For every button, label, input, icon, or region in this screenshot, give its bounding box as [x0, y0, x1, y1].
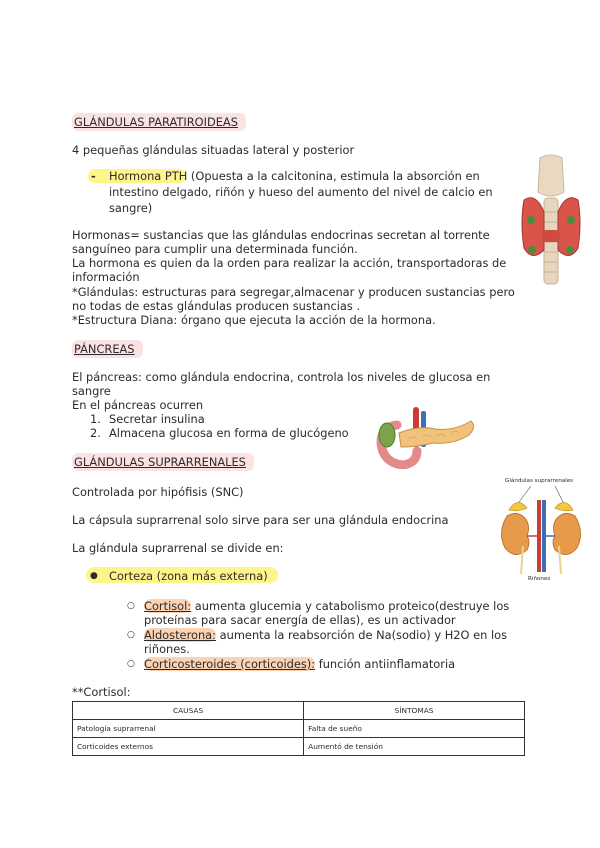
glandulas-line-1: *Glándulas: estructuras para segregar,almacenar y producen sustancias pero — [72, 285, 515, 299]
table-row — [73, 720, 525, 738]
hormonas-line-3: La hormona es quien da la orden para realizar la acción, transportadoras de — [72, 256, 507, 270]
aldosterona-line-2: riñones. — [144, 642, 190, 656]
corticosteroides-bullet: ○ — [127, 659, 135, 669]
figure-label-suprarrenales: Glándulas suprarrenales — [505, 478, 574, 484]
glandulas-line-2: no todas de estas glándulas producen sustancias . — [72, 299, 361, 313]
paratiroideas-intro: 4 pequeñas glándulas situadas lateral y posterior — [72, 143, 355, 157]
pancreas-item-2: Almacena glucosa en forma de glucógeno — [109, 426, 349, 440]
table-header-causas: CAUSAS — [73, 702, 304, 720]
corteza-bullet: ● — [90, 571, 98, 581]
corteza-text: Corteza (zona más externa) — [109, 569, 268, 583]
dash-bullet: - — [91, 169, 96, 183]
cortisol-bullet: ○ — [127, 601, 135, 611]
pth-line-1: Hormona PTH (Opuesta a la calcitonina, estimula la absorción en — [109, 169, 480, 183]
thyroid-illustration — [518, 152, 584, 290]
aldosterona-line-1: Aldosterona: aumenta la reabsorción de Na(sodio) y H2O en los — [144, 628, 508, 642]
pancreas-illustration — [373, 403, 477, 469]
suprarrenal-line-2: La cápsula suprarrenal solo sirve para ser una glándula endocrina — [72, 513, 449, 527]
cortisol-line-1: Cortisol: aumenta glucemia y catabolismo proteico(destruye los — [144, 599, 510, 613]
aldosterona-bullet: ○ — [127, 630, 135, 640]
cortisol-table-title: **Cortisol: — [72, 685, 131, 699]
pth-line-2: intestino delgado, riñón y hueso del aumento del nivel de calcio en — [109, 185, 493, 199]
table-row — [73, 738, 525, 756]
table-cell: Patología suprarrenal — [73, 720, 304, 738]
table-cell: Falta de sueño — [304, 720, 525, 738]
table-cell: Corticoides externos — [73, 738, 304, 756]
table-cell: Aumentó de tensión — [304, 738, 525, 756]
suprarrenal-line-3: La glándula suprarrenal se divide en: — [72, 541, 284, 555]
heading-pancreas: PÁNCREAS — [72, 342, 143, 356]
pancreas-item-1: Secretar insulina — [109, 412, 205, 426]
suprarrenal-line-1: Controlada por hipófisis (SNC) — [72, 485, 244, 499]
heading-suprarrenales: GLÁNDULAS SUPRARRENALES — [72, 455, 254, 469]
hormonas-line-2: sanguíneo para cumplir una determinada función. — [72, 242, 358, 256]
table-header-sintomas: SÍNTOMAS — [304, 702, 525, 720]
table-header-row — [73, 702, 525, 720]
figure-label-rinones: Riñones — [528, 576, 551, 582]
heading-paratiroideas: GLÁNDULAS PARATIROIDEAS — [72, 115, 246, 129]
corticosteroides-line: Corticosteroides (corticoides): función antiinflamatoria — [144, 657, 456, 671]
pth-line-3: sangre) — [109, 201, 153, 215]
pancreas-item-num-1: 1. — [90, 412, 101, 426]
pancreas-item-num-2: 2. — [90, 426, 101, 440]
hormonas-line-4: información — [72, 270, 140, 284]
diana-line: *Estructura Diana: órgano que ejecuta la acción de la hormona. — [72, 313, 436, 327]
hormonas-line-1: Hormonas= sustancias que las glándulas endocrinas secretan al torrente — [72, 228, 490, 242]
adrenal-kidney-illustration — [497, 486, 585, 574]
pancreas-line-2: sangre — [72, 384, 111, 398]
cortisol-line-2: proteínas para sacar energía de ellas), es un activador — [144, 613, 456, 627]
pancreas-line-1: El páncreas: como glándula endocrina, controla los niveles de glucosa en — [72, 370, 491, 384]
pancreas-line-3: En el páncreas ocurren — [72, 398, 204, 412]
cortisol-table — [72, 701, 525, 756]
